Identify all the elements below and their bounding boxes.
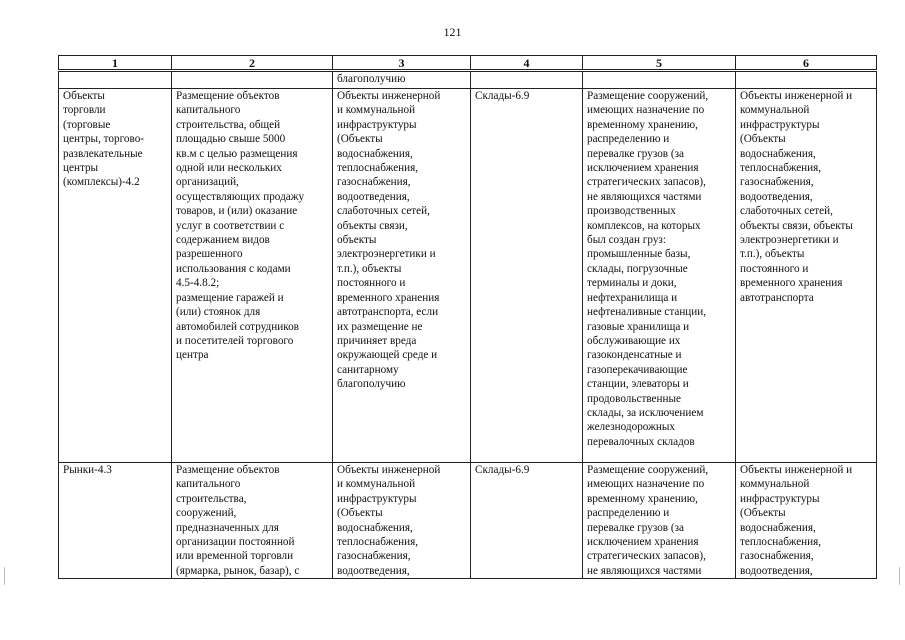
table-cell: Склады-6.9 — [471, 89, 583, 463]
table-cell — [736, 71, 877, 89]
table-cell: Объекты инженерной и коммунальной инфраструктуры (Объекты водоснабжения, теплоснабжения, газоснабжения, водоотведения, слаботочных сетей, объекты связи, объекты электроэнергетики и т.п.), объекты постоянного и временного хранения автотранспорта, если их размещение не причиняет вреда окружающей среде и санитарному благополучию — [333, 89, 471, 463]
table-cell: Размещение сооружений, имеющих назначение по временному хранению, распределению и перевалке грузов (за исключением хранения стратегических запасов), не являющихся частями — [583, 463, 736, 579]
table-cell: Склады-6.9 — [471, 463, 583, 579]
column-header-4: 4 — [471, 56, 583, 71]
table-cell: Объекты инженерной и коммунальной инфраструктуры (Объекты водоснабжения, теплоснабжения, газоснабжения, водоотведения, слаботочных сетей, объекты связи, объекты электроэнергетики и т.п.), объекты постоянного и временного хранения автотранспорта — [736, 89, 877, 463]
table-cell: Объекты торговли (торговые центры, торгово- развлекательные центры (комплексы)-4.2 — [59, 89, 172, 463]
table-cell: Рынки-4.3 — [59, 463, 172, 579]
table-cell: Объекты инженерной и коммунальной инфраструктуры (Объекты водоснабжения, теплоснабжения, газоснабжения, водоотведения, — [333, 463, 471, 579]
table-cell: благополучию — [333, 71, 471, 89]
table-cell — [583, 71, 736, 89]
zoning-table — [58, 55, 877, 579]
table-cell: Размещение сооружений, имеющих назначение по временному хранению, распределению и перевалке грузов (за исключением хранения стратегических запасов), не являющихся частями производственных комплексов, на которых был создан груз: промышленные базы, склады, погрузочные терминалы и доки, нефтехранилища и нефтеналивные станции, газовые хранилища и обслуживающие их газоконденсатные и газоперекачивающие станции, элеваторы и продовольственные склады, за исключением железнодорожных перевалочных складов — [583, 89, 736, 463]
margin-mark — [4, 567, 5, 585]
table-cell — [59, 71, 172, 89]
column-header-6: 6 — [736, 56, 877, 71]
margin-mark — [899, 567, 900, 585]
table-cell — [172, 71, 333, 89]
table-row — [59, 89, 877, 463]
column-header-5: 5 — [583, 56, 736, 71]
column-header-1: 1 — [59, 56, 172, 71]
table-cell: Объекты инженерной и коммунальной инфраструктуры (Объекты водоснабжения, теплоснабжения, газоснабжения, водоотведения, — [736, 463, 877, 579]
table-cell: Размещение объектов капитального строительства, сооружений, предназначенных для организации постоянной или временной торговли (ярмарка, рынок, базар), с — [172, 463, 333, 579]
header-row — [59, 56, 877, 71]
table-cell — [471, 71, 583, 89]
table-cell: Размещение объектов капитального строительства, общей площадью свыше 5000 кв.м с целью размещения одной или нескольких организаций, осуществляющих продажу товаров, и (или) оказание услуг в соответствии с содержанием видов разрешенного использования с кодами 4.5-4.8.2; размещение гаражей и (или) стоянок для автомобилей сотрудников и посетителей торгового центра — [172, 89, 333, 463]
column-header-3: 3 — [333, 56, 471, 71]
continuation-row — [59, 71, 877, 89]
column-header-2: 2 — [172, 56, 333, 71]
table-row — [59, 463, 877, 579]
page-number: 121 — [443, 25, 462, 39]
